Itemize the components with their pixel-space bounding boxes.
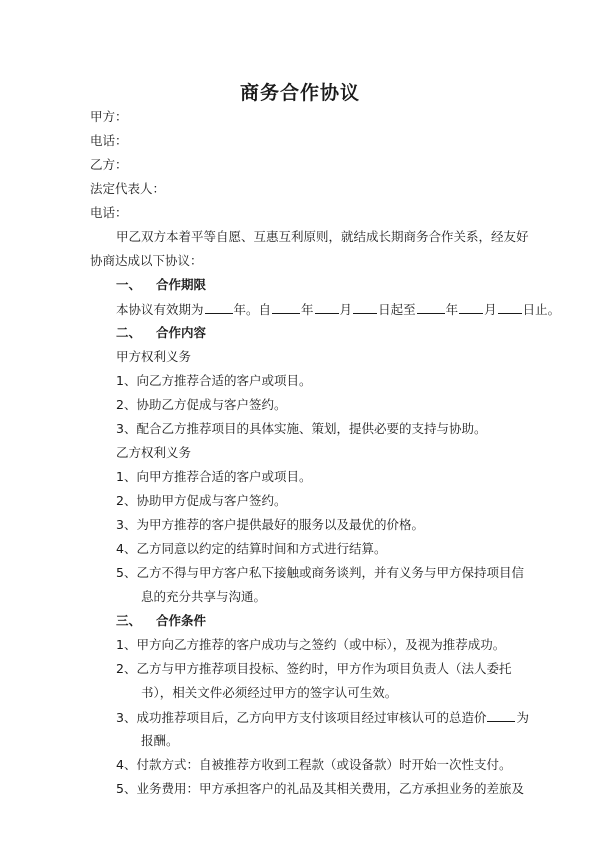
term-text: 年。自 <box>233 302 272 317</box>
phone-label-a: 电话： <box>90 133 128 148</box>
list-item: 4、付款方式：自被推荐方收到工程款（或设备款）时开始一次性支付。 <box>116 757 512 772</box>
list-item-continued: 息的充分共享与沟通。 <box>141 589 267 604</box>
list-item: 1、向乙方推荐合适的客户或项目。 <box>116 373 312 388</box>
party-b-rights-title: 乙方权利义务 <box>116 445 192 460</box>
term-text: 月 <box>339 302 353 317</box>
section-title: 合作内容 <box>156 325 207 340</box>
term-text: 本协议有效期为 <box>116 302 204 317</box>
phone-label-b: 电话： <box>90 205 128 220</box>
section-title: 合作条件 <box>156 613 207 628</box>
term-text: 月 <box>484 302 497 317</box>
condition-text: 3、成功推荐项目后，乙方向甲方支付该项目经过审核认可的总造价 <box>116 710 487 725</box>
section-heading-term <box>116 277 206 293</box>
section-number: 三、 <box>116 613 142 628</box>
list-item: 4、乙方同意以约定的结算时间和方式进行结算。 <box>116 541 387 556</box>
list-item: 3、为甲方推荐的客户提供最好的服务以及最优的价格。 <box>116 517 424 532</box>
list-item: 2、协助甲方促成与客户签约。 <box>116 493 287 508</box>
section-number: 一、 <box>116 277 142 292</box>
list-item-continued: 书），相关文件必须经过甲方的签字认可生效。 <box>141 685 398 700</box>
term-sentence <box>116 301 560 318</box>
blank-start-year <box>272 301 300 314</box>
intro-line-2: 协商达成以下协议： <box>90 253 203 268</box>
list-item: 5、业务费用：甲方承担客户的礼品及其相关费用，乙方承担业务的差旅及 <box>116 781 524 796</box>
term-text: 年 <box>445 302 459 317</box>
section-title: 合作期限 <box>156 277 207 292</box>
party-a-label: 甲方： <box>90 109 128 124</box>
list-item: 1、甲方向乙方推荐的客户成功与之签约（或中标），及视为推荐成功。 <box>116 637 506 652</box>
list-item: 1、向甲方推荐合适的客户或项目。 <box>116 469 312 484</box>
list-item-continued: 报酬。 <box>141 733 179 748</box>
list-item: 5、乙方不得与甲方客户私下接触或商务谈判，并有义务与甲方保持项目信 <box>116 565 524 580</box>
list-item: 2、协助乙方促成与客户签约。 <box>116 397 287 412</box>
legal-rep-label: 法定代表人： <box>90 181 166 196</box>
party-a-rights-title: 甲方权利义务 <box>116 349 192 364</box>
party-b-label: 乙方： <box>90 157 128 172</box>
blank-end-day <box>498 301 522 314</box>
term-text: 日止。 <box>522 302 561 317</box>
intro-line-1: 甲乙双方本着平等自愿、互惠互利原则，就结成长期商务合作关系，经友好 <box>116 229 529 244</box>
page-title: 商务合作协议 <box>239 82 360 104</box>
section-heading-conditions <box>116 613 206 629</box>
blank-years <box>205 301 233 314</box>
section-heading-content <box>116 325 206 341</box>
term-text: 年 <box>301 302 314 317</box>
blank-start-day <box>353 301 377 314</box>
list-item <box>116 709 529 726</box>
blank-end-year <box>417 301 445 314</box>
term-text: 日起至 <box>378 302 416 317</box>
section-number: 二、 <box>116 325 142 340</box>
list-item: 2、乙方与甲方推荐项目投标、签约时，甲方作为项目负责人（法人委托 <box>116 661 512 676</box>
blank-percentage <box>487 709 515 722</box>
blank-start-month <box>315 301 339 314</box>
condition-text: 为 <box>516 710 529 725</box>
blank-end-month <box>459 301 483 314</box>
list-item: 3、配合乙方推荐项目的具体实施、策划，提供必要的支持与协助。 <box>116 421 487 436</box>
